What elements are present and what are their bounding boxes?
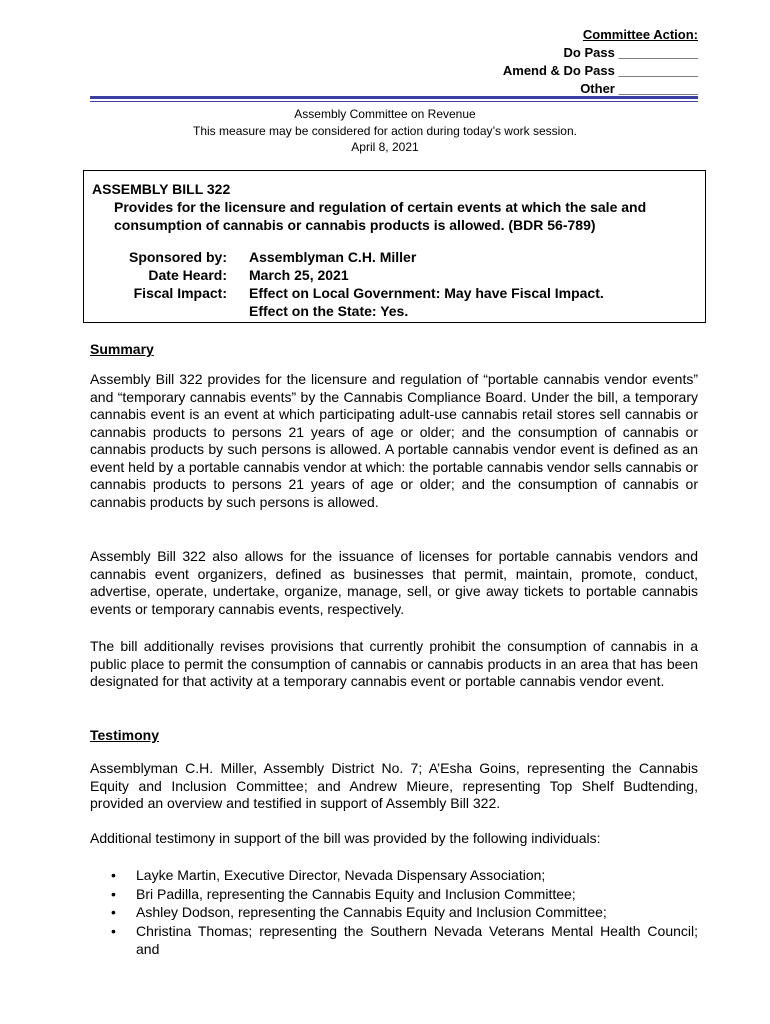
bullet-icon: • <box>111 904 116 920</box>
committee-action-heading: Committee Action: <box>582 27 698 42</box>
date-heard-value: March 25, 2021 <box>249 267 349 283</box>
header-rule-thin <box>90 101 698 102</box>
list-item <box>90 903 698 922</box>
fiscal-local-value: Effect on Local Government: May have Fiscal Impact. <box>249 285 604 301</box>
sponsored-label: Sponsored by: <box>128 249 227 265</box>
bullet-icon: • <box>111 867 116 883</box>
amend-do-pass-line: Amend & Do Pass ___________ <box>502 63 698 78</box>
sponsored-value: Assemblyman C.H. Miller <box>249 249 417 265</box>
summary-heading: Summary <box>90 341 154 357</box>
testimony-paragraph-1: Assemblyman C.H. Miller, Assembly District No. 7; A’Esha Goins, representing the Cannabis Equity and Inclusion Committee; and Andrew Mieure, representing Top Shelf Budtending, provided an overview and testified in support of Assembly Bill 322. <box>90 760 698 811</box>
date-heard-label: Date Heard: <box>148 267 227 283</box>
list-item-text: Christina Thomas; representing the Southern Nevada Veterans Mental Health Council; and <box>136 922 698 957</box>
list-item-text: Ashley Dodson, representing the Cannabis Equity and Inclusion Committee; <box>136 904 607 920</box>
list-item <box>90 922 698 959</box>
other-line: Other ___________ <box>580 81 698 96</box>
do-pass-line: Do Pass ___________ <box>563 45 698 60</box>
list-item-text: Layke Martin, Executive Director, Nevada Dispensary Association; <box>136 867 546 883</box>
fiscal-state-value: Effect on the State: Yes. <box>249 303 409 319</box>
testimony-list <box>90 866 698 959</box>
committee-action-block <box>503 26 698 98</box>
list-item <box>90 885 698 904</box>
list-item-text: Bri Padilla, representing the Cannabis Equity and Inclusion Committee; <box>136 885 576 902</box>
bill-title: ASSEMBLY BILL 322 <box>92 181 231 197</box>
summary-paragraph-2: Assembly Bill 322 also allows for the issuance of licenses for portable cannabis vendors and cannabis event organizers, defined as businesses that permit, maintain, promote, conduct, advertise, operate, undertake, organize, manage, sell, or give away tickets to portable cannabis events or temporary cannabis events, respectively. <box>90 548 698 617</box>
bullet-icon: • <box>111 885 116 902</box>
header-rule-thick <box>90 96 698 99</box>
summary-paragraph-1: Assembly Bill 322 provides for the licensure and regulation of “portable cannabis vendor events” and “temporary cannabis events” by the Cannabis Compliance Board. Under the bill, a temporary cannabis event is an event at which participating adult-use cannabis retail stores sell cannabis or cannabis products to persons 21 years of age or older; and the consumption of cannabis or cannabis products by such persons is allowed. A portable cannabis vendor event is defined as an event held by a portable cannabis vendor at which: the portable cannabis vendor sells cannabis or cannabis products to persons 21 years of age or older; and the consumption of cannabis or cannabis products by such persons is allowed. <box>90 371 698 510</box>
bullet-icon: • <box>111 922 116 939</box>
fiscal-impact-label: Fiscal Impact: <box>133 285 227 301</box>
list-item <box>90 866 698 885</box>
bill-description: Provides for the licensure and regulation of certain events at which the sale and consumption of cannabis or cannabis products is allowed. (BDR 56-789) <box>114 199 647 233</box>
committee-name: Assembly Committee on Revenue <box>294 107 476 121</box>
bill-info-box <box>83 170 706 323</box>
summary-paragraph-3: The bill additionally revises provisions that currently prohibit the consumption of cannabis in a public place to permit the consumption of cannabis or cannabis products in an area that has been designated for that activity at a temporary cannabis event or portable cannabis vendor event. <box>90 638 698 689</box>
session-date: April 8, 2021 <box>351 140 419 154</box>
work-session-notice: This measure may be considered for action during today’s work session. <box>193 124 577 138</box>
testimony-heading: Testimony <box>90 727 159 743</box>
testimony-paragraph-2: Additional testimony in support of the bill was provided by the following individuals: <box>90 830 601 846</box>
